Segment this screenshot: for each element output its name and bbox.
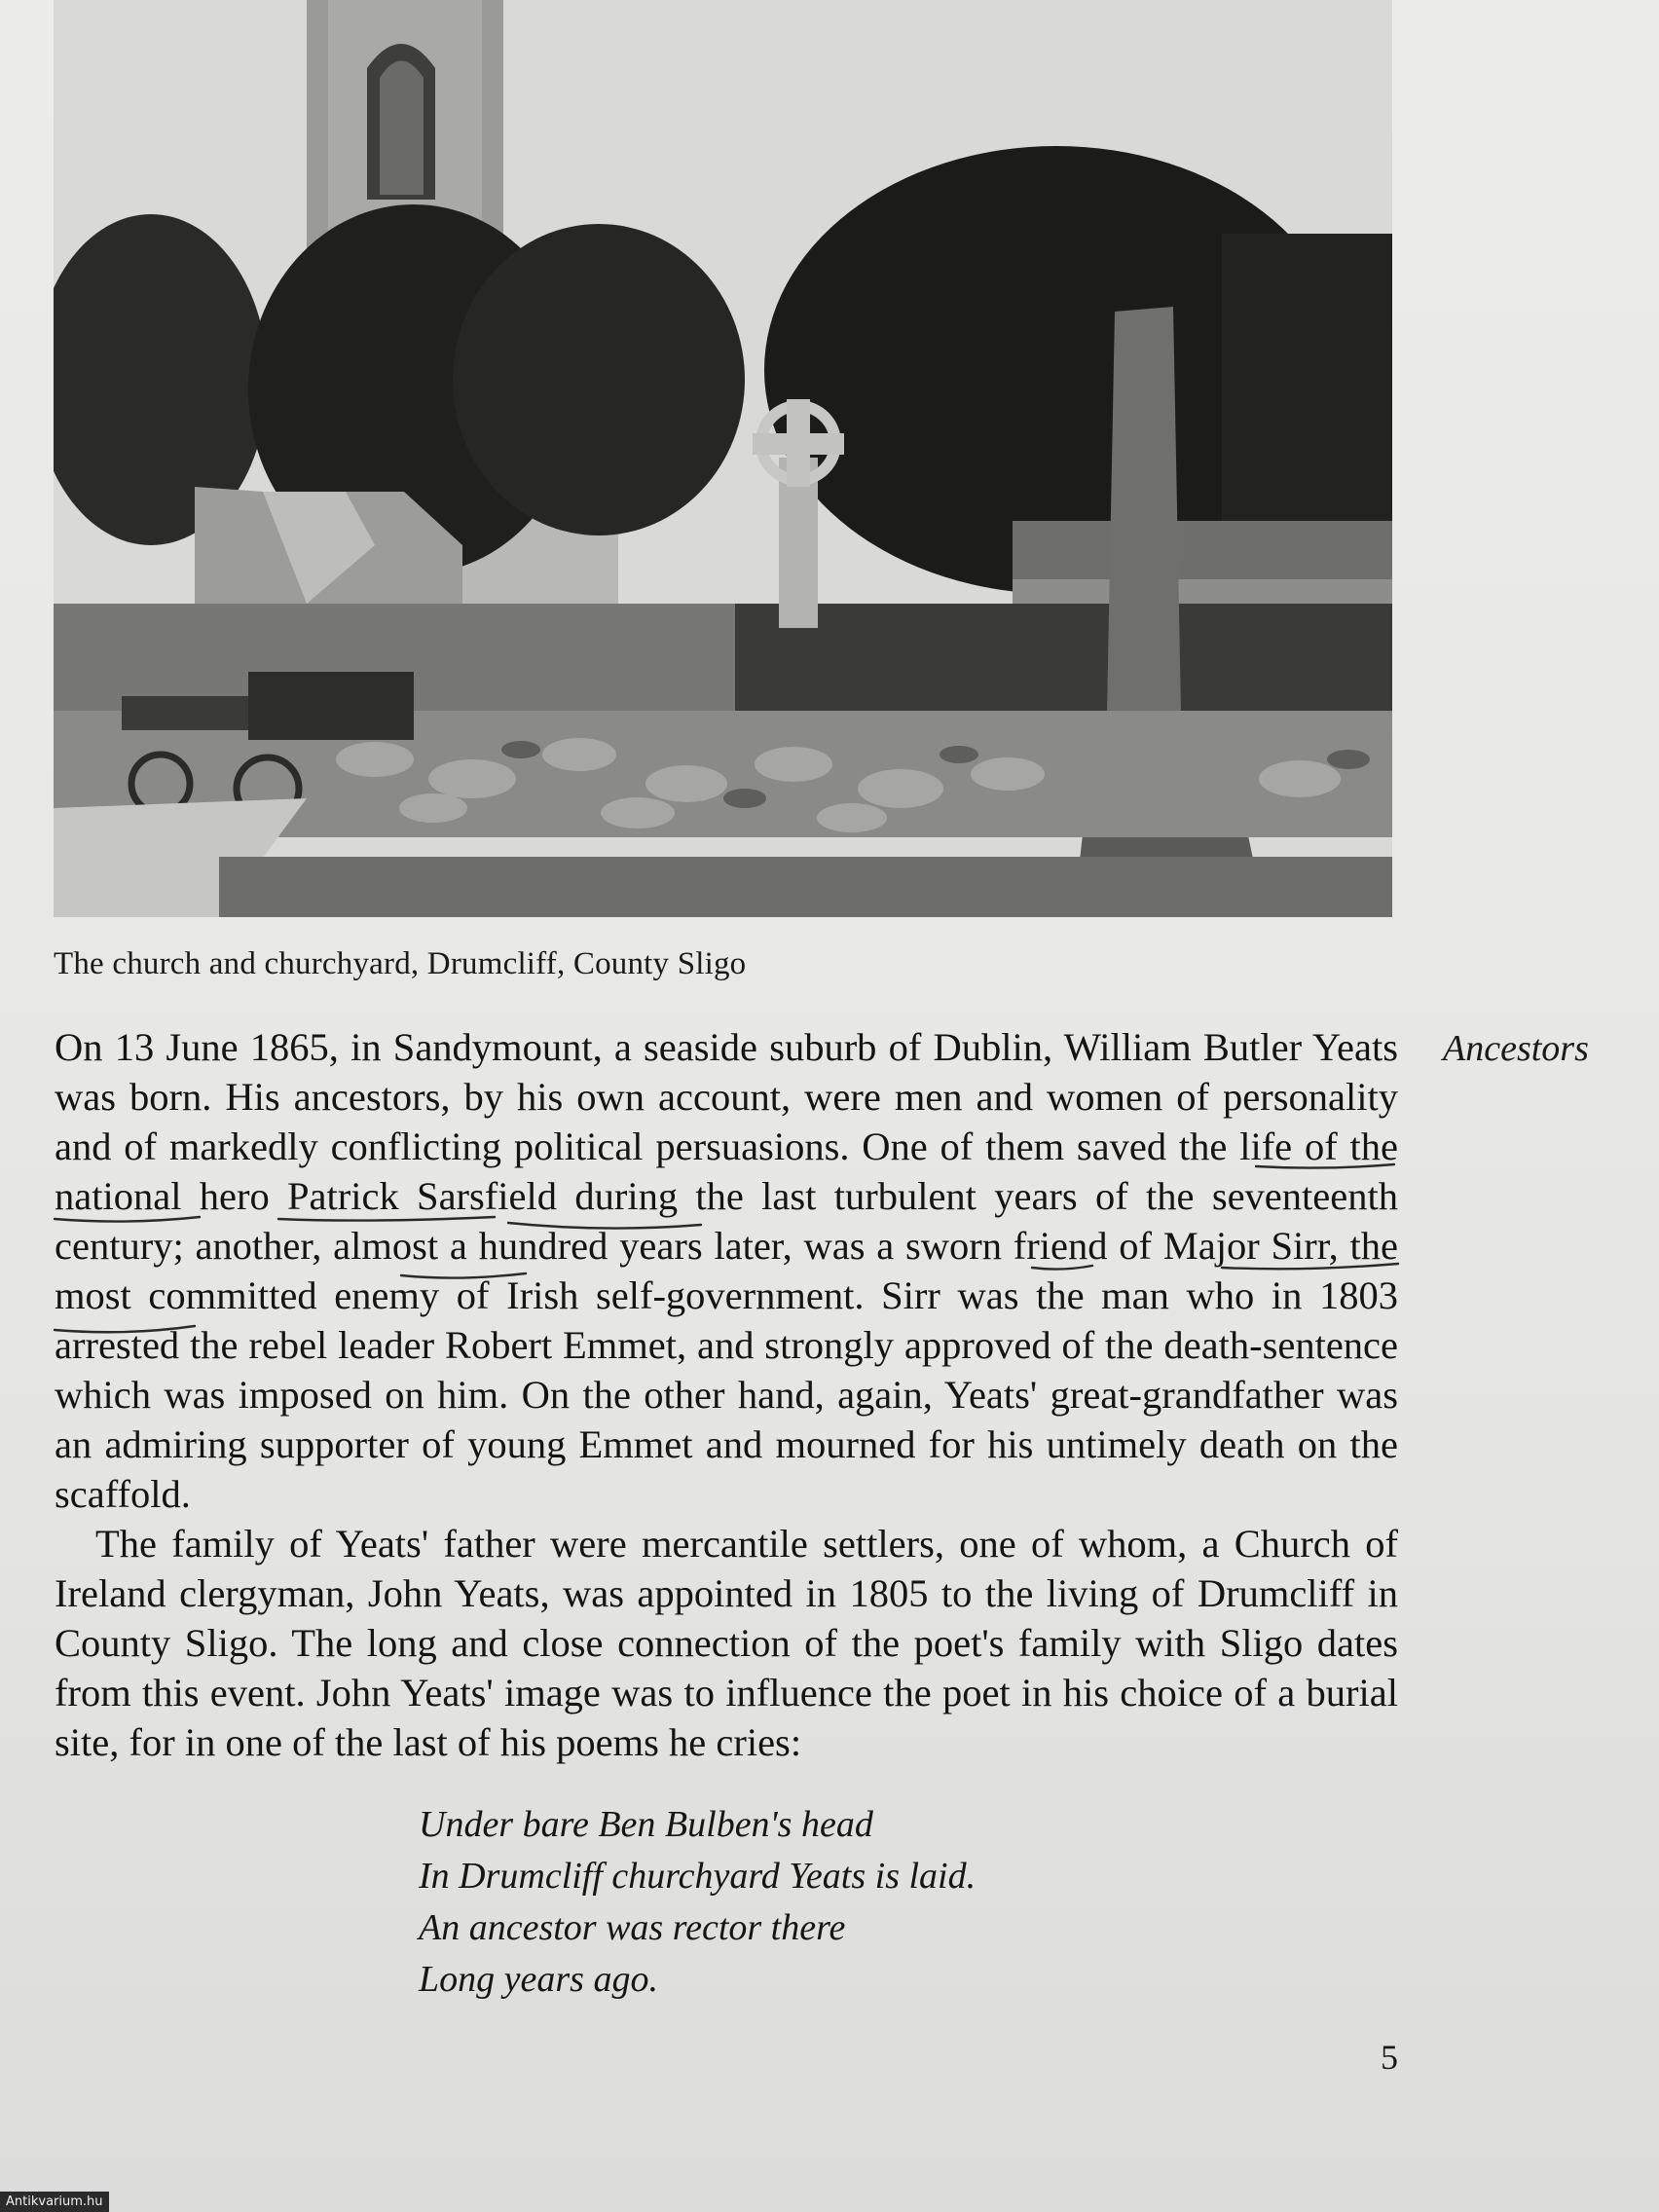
paragraph-2: The family of Yeats' father were mercantile settlers, one of whom, a Church of Ireland clergyman, John Yeats, was appointed in 1805 to the living of Drumcliff in County Sligo. The long and close connection of the poet's family with Sligo dates from this event. John Yeats' image was to influence the poet in his choice of a burial site, for in one of the last of his poems he cries: <box>55 1522 1398 1764</box>
churchyard-photograph <box>54 0 1392 917</box>
watermark: Antikvarium.hu <box>0 2192 109 2212</box>
verse-line: Under bare Ben Bulben's head <box>419 1804 873 1845</box>
margin-heading: Ancestors <box>1443 1028 1589 1069</box>
verse-line: In Drumcliff churchyard Yeats is laid. <box>419 1856 977 1897</box>
photo-caption: The church and churchyard, Drumcliff, County Sligo <box>54 946 747 981</box>
paragraph-1: On 13 June 1865, in Sandymount, a seaside suburb of Dublin, William Butler Yeats was born. His ancestors, by his own account, were men and women of personality and of markedly conflicting political persuasions. One of them saved the life of the national hero Patrick Sarsfield during the last turbulent years of the seventeenth century; another, almost a hundred years later, was a sworn friend of Major Sirr, the most committed enemy of Irish self-government. Sirr was the man who in 1803 arrested the rebel leader Robert Emmet, and strongly approved of the death-sentence which was imposed on him. On the other hand, again, Yeats' great-grandfather was an admiring supporter of young Emmet and mourned for his untimely death on the scaffold. <box>55 1025 1398 1516</box>
main-text <box>55 1022 1398 1767</box>
poem-quotation <box>419 1799 976 2006</box>
page-number: 5 <box>1381 2038 1398 2077</box>
verse-line: An ancestor was rector there <box>419 1907 846 1948</box>
verse-line: Long years ago. <box>419 1959 658 2000</box>
photo-icon <box>54 0 1392 917</box>
